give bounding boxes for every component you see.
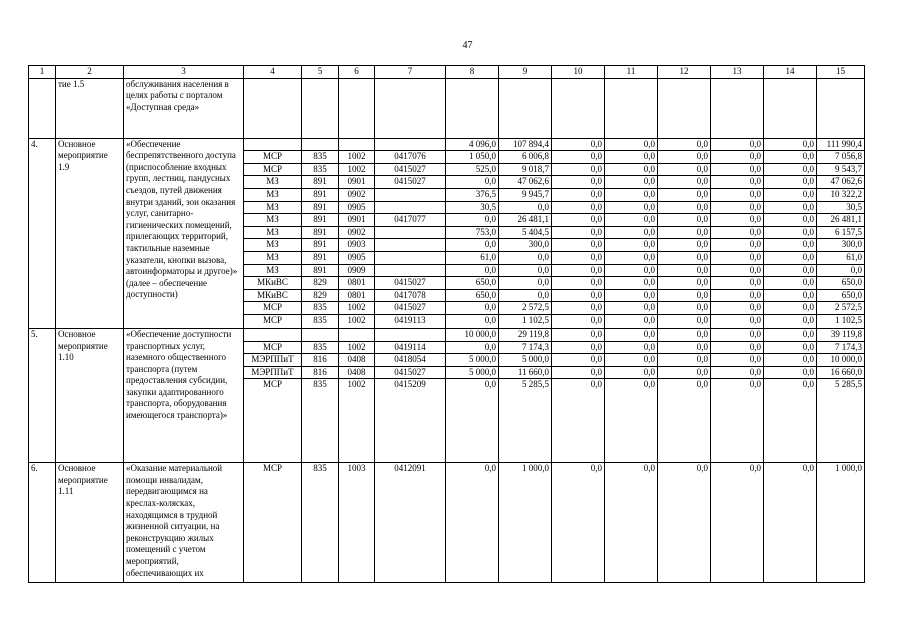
amount-total: 10 322,2: [817, 188, 865, 201]
amount-y2: 9 018,7: [499, 163, 552, 176]
executor: МЗ: [244, 226, 302, 239]
amount-y7: 0,0: [764, 138, 817, 151]
table-row: [29, 138, 865, 151]
amount-y3: 0,0: [552, 379, 605, 463]
amount-y1: 525,0: [446, 163, 499, 176]
executor: [244, 328, 302, 341]
amount-y5: 0,0: [658, 151, 711, 164]
target-article: 0415027: [375, 302, 446, 315]
amount-total: 300,0: [817, 239, 865, 252]
section-code: 1003: [339, 463, 375, 583]
target-article: [375, 188, 446, 201]
page-number: 47: [462, 40, 473, 51]
amount-y1: 61,0: [446, 251, 499, 264]
amount-y1: 753,0: [446, 226, 499, 239]
column-number: 8: [446, 66, 499, 79]
amount-y1: 0,0: [446, 239, 499, 252]
table-row: [29, 328, 865, 341]
amount-y4: 0,0: [605, 176, 658, 189]
section-code: 0901: [339, 176, 375, 189]
target-article: 0418054: [375, 354, 446, 367]
grbs-code: 835: [302, 341, 339, 354]
executor: МСР: [244, 302, 302, 315]
amount-y6: 0,0: [711, 328, 764, 341]
table-row: [29, 78, 865, 138]
amount-y7: 0,0: [764, 314, 817, 328]
column-number: 14: [764, 66, 817, 79]
target-article: [375, 201, 446, 214]
column-number: 6: [339, 66, 375, 79]
amount-total: 7 174,3: [817, 341, 865, 354]
amount-y3: 0,0: [552, 163, 605, 176]
empty-cell: [446, 78, 499, 138]
amount-y1: 1 050,0: [446, 151, 499, 164]
amount-y6: 0,0: [711, 176, 764, 189]
executor: МЗ: [244, 251, 302, 264]
grbs-code: [302, 138, 339, 151]
section-code: 0903: [339, 239, 375, 252]
section-code: 0902: [339, 188, 375, 201]
grbs-code: 816: [302, 354, 339, 367]
amount-y2: 5 000,0: [499, 354, 552, 367]
row-number-cell: [29, 78, 56, 138]
amount-y1: 0,0: [446, 176, 499, 189]
amount-y3: 0,0: [552, 188, 605, 201]
target-article: 0417076: [375, 151, 446, 164]
amount-y1: 0,0: [446, 463, 499, 583]
amount-y7: 0,0: [764, 366, 817, 379]
amount-y5: 0,0: [658, 239, 711, 252]
amount-y1: 4 096,0: [446, 138, 499, 151]
amount-y3: 0,0: [552, 138, 605, 151]
section-code: 0801: [339, 289, 375, 302]
grbs-code: 891: [302, 251, 339, 264]
grbs-code: 835: [302, 163, 339, 176]
target-article: 0415027: [375, 366, 446, 379]
amount-y6: 0,0: [711, 277, 764, 290]
amount-y7: 0,0: [764, 214, 817, 227]
amount-total: 650,0: [817, 277, 865, 290]
column-number: 10: [552, 66, 605, 79]
amount-total: 1 102,5: [817, 314, 865, 328]
empty-cell: [552, 78, 605, 138]
amount-y7: 0,0: [764, 239, 817, 252]
amount-y7: 0,0: [764, 341, 817, 354]
amount-y2: 0,0: [499, 289, 552, 302]
executor: МСР: [244, 379, 302, 463]
amount-total: 2 572,5: [817, 302, 865, 315]
amount-y1: 0,0: [446, 214, 499, 227]
amount-y3: 0,0: [552, 251, 605, 264]
row-number: 4.: [29, 138, 56, 328]
grbs-code: 835: [302, 379, 339, 463]
target-article: [375, 264, 446, 277]
amount-y5: 0,0: [658, 138, 711, 151]
grbs-code: 835: [302, 151, 339, 164]
amount-y2: 9 945,7: [499, 188, 552, 201]
amount-y3: 0,0: [552, 289, 605, 302]
amount-y7: 0,0: [764, 328, 817, 341]
row-number: 5.: [29, 328, 56, 462]
amount-y1: 0,0: [446, 302, 499, 315]
amount-y5: 0,0: [658, 341, 711, 354]
activity-name: Основное мероприятие 1.9: [56, 138, 124, 328]
target-article: 0417077: [375, 214, 446, 227]
target-article: 0415209: [375, 379, 446, 463]
amount-y6: 0,0: [711, 314, 764, 328]
section-code: 0905: [339, 201, 375, 214]
amount-y6: 0,0: [711, 188, 764, 201]
amount-y4: 0,0: [605, 379, 658, 463]
activity-description: «Оказание материальной помощи инвалидам, передвигающимся на креслах-колясках, находящимся в трудной жизненной ситуации, на реконструкцию жилых помещений с учетом мероприятий, обеспечивающих их: [124, 463, 244, 583]
executor: МЗ: [244, 188, 302, 201]
activity-description: «Обеспечение беспрепятственного доступа (приспособление входных групп, лестниц, пандусных съездов, путей движения внутри зданий, зон оказания услуг, санитарно-гигиенических помещений, прилегающих территорий, тактильные наземные указатели, кнопки вызова, автоинформаторы и другое)» (далее – обеспечение доступности): [124, 138, 244, 328]
target-article: 0419113: [375, 314, 446, 328]
amount-y5: 0,0: [658, 379, 711, 463]
column-number: 5: [302, 66, 339, 79]
amount-total: 650,0: [817, 289, 865, 302]
amount-total: 16 660,0: [817, 366, 865, 379]
amount-y3: 0,0: [552, 314, 605, 328]
amount-y3: 0,0: [552, 341, 605, 354]
executor: МЗ: [244, 214, 302, 227]
grbs-code: 891: [302, 188, 339, 201]
amount-total: 9 543,7: [817, 163, 865, 176]
amount-y5: 0,0: [658, 163, 711, 176]
amount-y2: 107 894,4: [499, 138, 552, 151]
amount-y6: 0,0: [711, 463, 764, 583]
amount-y6: 0,0: [711, 289, 764, 302]
executor: МЗ: [244, 201, 302, 214]
section-code: 1002: [339, 379, 375, 463]
amount-y5: 0,0: [658, 302, 711, 315]
amount-y1: 0,0: [446, 341, 499, 354]
amount-y2: 6 006,8: [499, 151, 552, 164]
amount-y1: 650,0: [446, 289, 499, 302]
amount-y2: 1 102,5: [499, 314, 552, 328]
amount-y1: 5 000,0: [446, 354, 499, 367]
target-article: 0415027: [375, 176, 446, 189]
amount-y7: 0,0: [764, 188, 817, 201]
empty-cell: [605, 78, 658, 138]
amount-y5: 0,0: [658, 463, 711, 583]
amount-y1: 5 000,0: [446, 366, 499, 379]
amount-y7: 0,0: [764, 463, 817, 583]
amount-y5: 0,0: [658, 188, 711, 201]
amount-y6: 0,0: [711, 163, 764, 176]
amount-y3: 0,0: [552, 366, 605, 379]
amount-y6: 0,0: [711, 239, 764, 252]
grbs-code: 891: [302, 201, 339, 214]
amount-y2: 0,0: [499, 277, 552, 290]
amount-y4: 0,0: [605, 366, 658, 379]
activity-name: тие 1.5: [56, 78, 124, 138]
amount-y7: 0,0: [764, 201, 817, 214]
grbs-code: 891: [302, 226, 339, 239]
amount-y1: 30,5: [446, 201, 499, 214]
amount-total: 111 990,4: [817, 138, 865, 151]
amount-y4: 0,0: [605, 354, 658, 367]
amount-total: 5 285,5: [817, 379, 865, 463]
amount-y4: 0,0: [605, 226, 658, 239]
target-article: [375, 239, 446, 252]
amount-total: 1 000,0: [817, 463, 865, 583]
amount-y1: 376,5: [446, 188, 499, 201]
column-number: 1: [29, 66, 56, 79]
empty-cell: [764, 78, 817, 138]
budget-table: [28, 65, 865, 583]
amount-y3: 0,0: [552, 226, 605, 239]
target-article: 0419114: [375, 341, 446, 354]
activity-description: обслуживания населения в целях работы с порталом «Доступная среда»: [124, 78, 244, 138]
executor: МЗ: [244, 239, 302, 252]
executor: МСР: [244, 463, 302, 583]
section-code: 1002: [339, 151, 375, 164]
amount-y4: 0,0: [605, 314, 658, 328]
amount-y3: 0,0: [552, 354, 605, 367]
section-code: [339, 328, 375, 341]
section-code: 1002: [339, 314, 375, 328]
section-code: 0408: [339, 366, 375, 379]
table-row: [29, 463, 865, 583]
amount-y5: 0,0: [658, 201, 711, 214]
amount-y3: 0,0: [552, 201, 605, 214]
amount-y6: 0,0: [711, 201, 764, 214]
amount-y2: 11 660,0: [499, 366, 552, 379]
amount-y6: 0,0: [711, 226, 764, 239]
amount-y2: 300,0: [499, 239, 552, 252]
section-code: 0801: [339, 277, 375, 290]
activity-name: Основное мероприятие 1.11: [56, 463, 124, 583]
amount-y5: 0,0: [658, 264, 711, 277]
grbs-code: 891: [302, 239, 339, 252]
executor: МСР: [244, 151, 302, 164]
amount-y1: 0,0: [446, 314, 499, 328]
amount-total: 39 119,8: [817, 328, 865, 341]
target-article: 0415027: [375, 163, 446, 176]
executor: МЗ: [244, 176, 302, 189]
amount-y4: 0,0: [605, 289, 658, 302]
executor: МЭРППиТ: [244, 354, 302, 367]
amount-y3: 0,0: [552, 239, 605, 252]
column-number: 3: [124, 66, 244, 79]
amount-y5: 0,0: [658, 226, 711, 239]
amount-y2: 0,0: [499, 201, 552, 214]
section-code: 1002: [339, 341, 375, 354]
column-number: 11: [605, 66, 658, 79]
grbs-code: 835: [302, 302, 339, 315]
amount-y3: 0,0: [552, 277, 605, 290]
activity-name: Основное мероприятие 1.10: [56, 328, 124, 462]
row-number: 6.: [29, 463, 56, 583]
amount-y7: 0,0: [764, 379, 817, 463]
empty-cell: [658, 78, 711, 138]
amount-y7: 0,0: [764, 176, 817, 189]
amount-y2: 2 572,5: [499, 302, 552, 315]
column-number: 7: [375, 66, 446, 79]
amount-y6: 0,0: [711, 251, 764, 264]
amount-y5: 0,0: [658, 251, 711, 264]
amount-y3: 0,0: [552, 264, 605, 277]
target-article: 0412091: [375, 463, 446, 583]
amount-y7: 0,0: [764, 251, 817, 264]
amount-y1: 0,0: [446, 379, 499, 463]
column-number: 2: [56, 66, 124, 79]
section-code: 0909: [339, 264, 375, 277]
amount-total: 61,0: [817, 251, 865, 264]
column-number: 4: [244, 66, 302, 79]
amount-y5: 0,0: [658, 354, 711, 367]
empty-cell: [711, 78, 764, 138]
amount-y2: 0,0: [499, 264, 552, 277]
amount-y3: 0,0: [552, 176, 605, 189]
amount-total: 7 056,8: [817, 151, 865, 164]
executor: МКиВС: [244, 289, 302, 302]
amount-y4: 0,0: [605, 277, 658, 290]
amount-y4: 0,0: [605, 163, 658, 176]
amount-total: 26 481,1: [817, 214, 865, 227]
amount-y6: 0,0: [711, 341, 764, 354]
executor: МСР: [244, 163, 302, 176]
grbs-code: 891: [302, 214, 339, 227]
amount-y2: 29 119,8: [499, 328, 552, 341]
amount-y4: 0,0: [605, 188, 658, 201]
executor: МЗ: [244, 264, 302, 277]
amount-y7: 0,0: [764, 226, 817, 239]
amount-y4: 0,0: [605, 463, 658, 583]
executor: [244, 138, 302, 151]
amount-total: 30,5: [817, 201, 865, 214]
section-code: 0905: [339, 251, 375, 264]
empty-cell: [375, 78, 446, 138]
target-article: [375, 138, 446, 151]
amount-y5: 0,0: [658, 214, 711, 227]
amount-y5: 0,0: [658, 366, 711, 379]
amount-y3: 0,0: [552, 302, 605, 315]
amount-total: 0,0: [817, 264, 865, 277]
target-article: 0415027: [375, 277, 446, 290]
amount-y5: 0,0: [658, 314, 711, 328]
amount-y2: 7 174,3: [499, 341, 552, 354]
empty-cell: [244, 78, 302, 138]
grbs-code: 891: [302, 176, 339, 189]
amount-y5: 0,0: [658, 328, 711, 341]
target-article: 0417078: [375, 289, 446, 302]
empty-cell: [339, 78, 375, 138]
amount-y4: 0,0: [605, 151, 658, 164]
section-code: 1002: [339, 302, 375, 315]
grbs-code: 891: [302, 264, 339, 277]
column-number: 9: [499, 66, 552, 79]
amount-y5: 0,0: [658, 289, 711, 302]
amount-y2: 1 000,0: [499, 463, 552, 583]
amount-y4: 0,0: [605, 251, 658, 264]
amount-total: 10 000,0: [817, 354, 865, 367]
grbs-code: 835: [302, 314, 339, 328]
grbs-code: 835: [302, 463, 339, 583]
amount-y6: 0,0: [711, 354, 764, 367]
amount-total: 6 157,5: [817, 226, 865, 239]
amount-y7: 0,0: [764, 302, 817, 315]
amount-y4: 0,0: [605, 239, 658, 252]
amount-y6: 0,0: [711, 214, 764, 227]
amount-y4: 0,0: [605, 328, 658, 341]
amount-y7: 0,0: [764, 354, 817, 367]
section-code: 0901: [339, 214, 375, 227]
amount-y4: 0,0: [605, 138, 658, 151]
executor: МЭРППиТ: [244, 366, 302, 379]
section-code: [339, 138, 375, 151]
target-article: [375, 251, 446, 264]
amount-y7: 0,0: [764, 277, 817, 290]
amount-y6: 0,0: [711, 264, 764, 277]
amount-total: 47 062,6: [817, 176, 865, 189]
amount-y6: 0,0: [711, 302, 764, 315]
amount-y4: 0,0: [605, 264, 658, 277]
amount-y2: 5 404,5: [499, 226, 552, 239]
grbs-code: [302, 328, 339, 341]
amount-y7: 0,0: [764, 264, 817, 277]
grbs-code: 829: [302, 277, 339, 290]
grbs-code: 816: [302, 366, 339, 379]
empty-cell: [817, 78, 865, 138]
amount-y5: 0,0: [658, 176, 711, 189]
column-number: 15: [817, 66, 865, 79]
executor: МСР: [244, 341, 302, 354]
amount-y2: 26 481,1: [499, 214, 552, 227]
amount-y6: 0,0: [711, 366, 764, 379]
column-number: 13: [711, 66, 764, 79]
amount-y7: 0,0: [764, 151, 817, 164]
amount-y5: 0,0: [658, 277, 711, 290]
amount-y6: 0,0: [711, 151, 764, 164]
amount-y4: 0,0: [605, 201, 658, 214]
amount-y1: 650,0: [446, 277, 499, 290]
grbs-code: 829: [302, 289, 339, 302]
column-number: 12: [658, 66, 711, 79]
empty-cell: [302, 78, 339, 138]
amount-y1: 10 000,0: [446, 328, 499, 341]
target-article: [375, 328, 446, 341]
section-code: 1002: [339, 163, 375, 176]
empty-cell: [499, 78, 552, 138]
executor: МКиВС: [244, 277, 302, 290]
target-article: [375, 226, 446, 239]
amount-y3: 0,0: [552, 328, 605, 341]
amount-y7: 0,0: [764, 289, 817, 302]
amount-y3: 0,0: [552, 214, 605, 227]
executor: МСР: [244, 314, 302, 328]
amount-y3: 0,0: [552, 151, 605, 164]
amount-y7: 0,0: [764, 163, 817, 176]
section-code: 0408: [339, 354, 375, 367]
amount-y2: 5 285,5: [499, 379, 552, 463]
amount-y4: 0,0: [605, 214, 658, 227]
amount-y3: 0,0: [552, 463, 605, 583]
column-number-row: [29, 66, 865, 79]
amount-y6: 0,0: [711, 379, 764, 463]
amount-y2: 0,0: [499, 251, 552, 264]
section-code: 0902: [339, 226, 375, 239]
amount-y1: 0,0: [446, 264, 499, 277]
amount-y4: 0,0: [605, 341, 658, 354]
activity-description: «Обеспечение доступности транспортных услуг, наземного общественного транспорта (путем предоставления субсидии, закупки адаптированного транспорта, оборудования имеющегося транспорта)»: [124, 328, 244, 462]
amount-y2: 47 062,6: [499, 176, 552, 189]
amount-y4: 0,0: [605, 302, 658, 315]
amount-y6: 0,0: [711, 138, 764, 151]
